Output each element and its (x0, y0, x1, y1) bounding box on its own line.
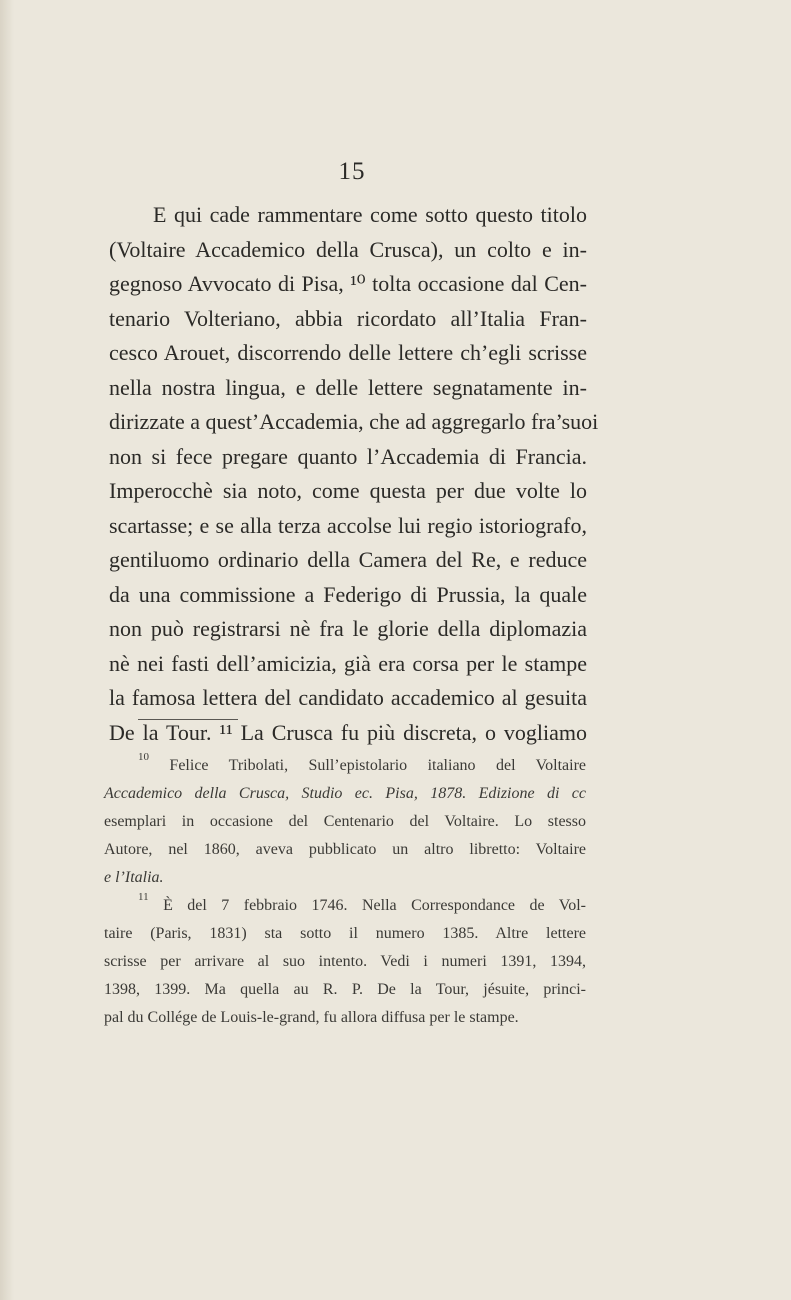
footnote-line: scrisse per arrivare al suo intento. Vedi i numeri 1391, 1394, (104, 953, 586, 970)
footnote-line: Autore, nel 1860, aveva pubblicato un altro libretto: Voltaire (104, 841, 586, 858)
text-line: nella nostra lingua, e delle lettere segnatamente in- (109, 374, 587, 400)
main-text (109, 198, 599, 750)
footnote-number: 11 (138, 891, 149, 903)
footnotes (104, 752, 586, 1032)
text-line: (Voltaire Accademico della Crusca), un colto e in- (109, 236, 587, 262)
text-line: gentiluomo ordinario della Camera del Re, e reduce (109, 547, 587, 572)
text-line: non si fece pregare quanto l’Accademia di Francia. (109, 443, 587, 469)
text-line: De la Tour. ¹¹ La Crusca fu più discreta, o vogliamo (109, 719, 587, 745)
text-line: E qui cade rammentare come sotto questo titolo (153, 202, 587, 227)
footnote-line: pal du Collége de Louis-le-grand, fu allora diffusa per le stampe. (104, 1009, 519, 1026)
page-number: 15 (338, 158, 366, 185)
footnote-line (104, 892, 586, 920)
footnote-line (104, 752, 586, 780)
footnote-text: È del 7 febbraio 1746. Nella Correspondance de Vol- (163, 897, 587, 914)
footnote-10 (104, 752, 586, 892)
text-line: tenario Volteriano, abbia ricordato all’Italia Fran- (109, 305, 587, 331)
text-line: da una commissione a Federigo di Prussia, la quale (109, 581, 587, 607)
footnote-number: 10 (138, 751, 149, 763)
footnote-line: Accademico della Crusca, Studio ec. Pisa, 1878. Edizione di cc (104, 785, 586, 802)
text-line: cesco Arouet, discorrendo delle lettere ch’egli scrisse (109, 340, 587, 365)
page-edge-shadow (0, 0, 14, 1300)
text-line: scartasse; e se alla terza accolse lui regio istoriografo, (109, 512, 587, 538)
footnote-divider (138, 719, 238, 720)
footnote-line: e l’Italia. (104, 869, 164, 886)
footnote-line: taire (Paris, 1831) sta sotto il numero 1385. Altre lettere (104, 925, 586, 942)
text-line: Imperocchè sia noto, come questa per due volte lo (109, 478, 587, 503)
text-line: nè nei fasti dell’amicizia, già era corsa per le stampe (109, 650, 587, 676)
footnote-line: 1398, 1399. Ma quella au R. P. De la Tour, jésuite, princi- (104, 981, 586, 998)
text-line: dirizzate a quest’Accademia, che ad aggregarlo fra’suoi (109, 409, 599, 434)
text-line: la famosa lettera del candidato accademico al gesuita (109, 685, 587, 710)
footnote-text: Felice Tribolati, Sull’epistolario italiano del Voltaire (169, 757, 587, 774)
footnote-11 (104, 892, 586, 1032)
text-line: gegnoso Avvocato di Pisa, ¹⁰ tolta occasione dal Cen- (109, 271, 587, 296)
footnote-line: esemplari in occasione del Centenario del Voltaire. Lo stesso (104, 813, 586, 830)
text-line: non può registrarsi nè fra le glorie della diplomazia (109, 616, 587, 641)
